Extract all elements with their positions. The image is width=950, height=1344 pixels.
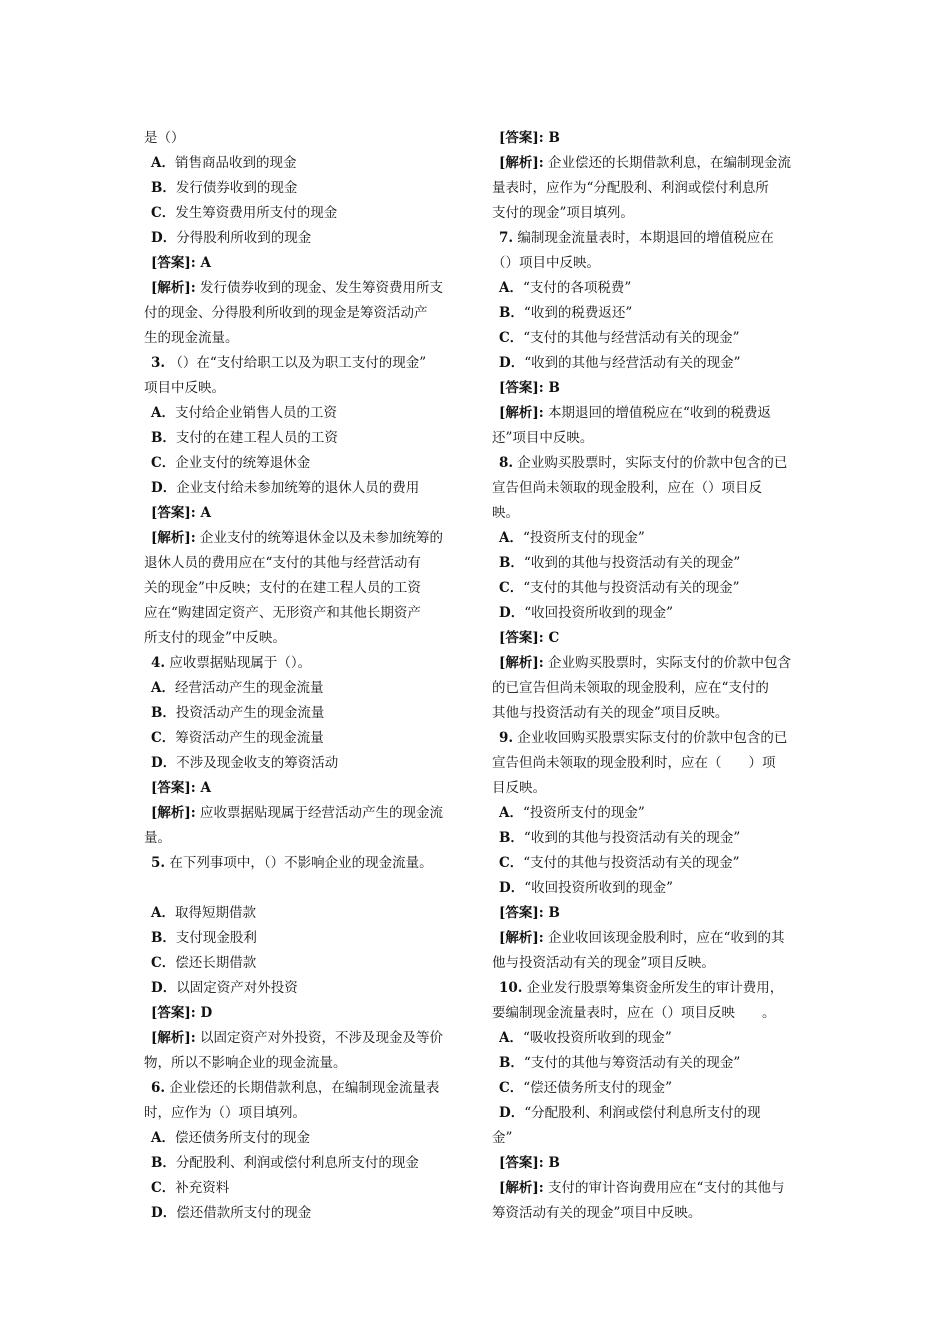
- left-column-line: C．发生筹资费用所支付的现金: [151, 205, 338, 221]
- left-column-line: [144, 876, 462, 901]
- left-column-line: 是（）: [144, 130, 185, 146]
- right-column-line: [解析]: 支付的审计咨询费用应在“支付的其他与: [499, 1180, 785, 1196]
- left-column-line: B．发行债券收到的现金: [151, 180, 298, 196]
- left-column-line: B．支付现金股利: [151, 930, 257, 946]
- right-column-line: [答案]: C: [499, 630, 560, 646]
- left-column-line: 6. 企业偿还的长期借款利息，在编制现金流量表: [151, 1080, 440, 1096]
- left-column-line: A．偿还债务所支付的现金: [151, 1130, 310, 1146]
- left-column-line: 付的现金、分得股利所收到的现金是筹资活动产: [144, 305, 428, 321]
- left-column-line: C．企业支付的统筹退休金: [151, 455, 311, 471]
- right-column-line: [解析]: 企业购买股票时，实际支付的价款中包含: [499, 655, 792, 671]
- left-column-line: 关的现金”中反映；支付的在建工程人员的工资: [144, 580, 421, 596]
- left-column-line: D．分得股利所收到的现金: [151, 230, 312, 246]
- left-column-line: D．不涉及现金收支的筹资活动: [151, 755, 339, 771]
- right-column: [492, 126, 810, 1226]
- left-column-line: [解析]: 应收票据贴现属于经营活动产生的现金流: [151, 805, 444, 821]
- right-column-line: A．“投资所支付的现金”: [499, 530, 645, 546]
- right-column-line: 目反映。: [492, 780, 546, 796]
- right-column-line: D．“收回投资所收到的现金”: [499, 605, 674, 621]
- left-column-line: [答案]: A: [151, 255, 211, 271]
- right-column-line: [答案]: B: [499, 380, 560, 396]
- left-column-line: B．分配股利、利润或偿付利息所支付的现金: [151, 1155, 419, 1171]
- right-column-line: 要编制现金流量表时，应在（）项目反映 。: [492, 1005, 776, 1021]
- right-column-line: C．“偿还债务所支付的现金”: [499, 1080, 673, 1096]
- left-column-line: B．支付的在建工程人员的工资: [151, 430, 338, 446]
- right-column-line: 9. 企业收回购买股票实际支付的价款中包含的已: [499, 730, 788, 746]
- right-column-line: 支付的现金”项目填列。: [492, 205, 634, 221]
- left-column-line: 4. 应收票据贴现属于（）。: [151, 655, 312, 671]
- right-column-line: A．“投资所支付的现金”: [499, 805, 645, 821]
- left-column-line: [解析]: 发行债券收到的现金、发生筹资费用所支: [151, 280, 444, 296]
- left-column-line: [答案]: A: [151, 780, 211, 796]
- right-column-line: （）项目中反映。: [492, 255, 600, 271]
- left-column-line: 3. （）在“支付给职工以及为职工支付的现金”: [151, 355, 427, 371]
- left-column-line: [答案]: D: [151, 1005, 213, 1021]
- right-column-line: C．“支付的其他与经营活动有关的现金”: [499, 330, 740, 346]
- right-column-line: [解析]: 企业偿还的长期借款利息，在编制现金流: [499, 155, 792, 171]
- left-column-line: 项目中反映。: [144, 380, 225, 396]
- left-column-line: C．补充资料: [151, 1180, 230, 1196]
- left-column-line: C．偿还长期借款: [151, 955, 257, 971]
- left-column-line: A．销售商品收到的现金: [151, 155, 297, 171]
- left-column-line: 应在“购建固定资产、无形资产和其他长期资产: [144, 605, 421, 621]
- left-column-line: [答案]: A: [151, 505, 211, 521]
- right-column-line: B．“收到的其他与投资活动有关的现金”: [499, 830, 741, 846]
- right-column-line: 金”: [492, 1130, 513, 1146]
- left-column-line: A．支付给企业销售人员的工资: [151, 405, 337, 421]
- right-column-line: C．“支付的其他与投资活动有关的现金”: [499, 580, 740, 596]
- right-column-line: 的已宣告但尚未领取的现金股利，应在“支付的: [492, 680, 769, 696]
- left-column-line: 生的现金流量。: [144, 330, 239, 346]
- left-column-line: 退休人员的费用应在“支付的其他与经营活动有: [144, 555, 421, 571]
- right-column-line: 量表时，应作为“分配股利、利润或偿付利息所: [492, 180, 769, 196]
- right-column-line: B．“收到的其他与投资活动有关的现金”: [499, 555, 741, 571]
- right-column-line: 筹资活动有关的现金”项目中反映。: [492, 1205, 702, 1221]
- left-column-line: 量。: [144, 830, 171, 846]
- left-column-line: 所支付的现金”中反映。: [144, 630, 286, 646]
- right-column-line: D．“收回投资所收到的现金”: [499, 880, 674, 896]
- right-column-line: 宣告但尚未领取的现金股利时，应在（ ）项: [492, 755, 776, 771]
- right-column-line: [解析]: 本期退回的增值税应在“收到的税费返: [499, 405, 771, 421]
- right-column-line: 还”项目中反映。: [492, 430, 594, 446]
- right-column-line: 其他与投资活动有关的现金”项目反映。: [492, 705, 729, 721]
- left-column-line: 时，应作为（）项目填列。: [144, 1105, 306, 1121]
- right-column-line: C．“支付的其他与投资活动有关的现金”: [499, 855, 740, 871]
- right-column-line: 他与投资活动有关的现金”项目反映。: [492, 955, 715, 971]
- right-column-line: [解析]: 企业收回该现金股利时，应在“收到的其: [499, 930, 785, 946]
- right-column-line: A．“支付的各项税费”: [499, 280, 632, 296]
- left-column-line: [解析]: 企业支付的统筹退休金以及未参加统筹的: [151, 530, 444, 546]
- right-column-line: 宣告但尚未领取的现金股利，应在（）项目反: [492, 480, 762, 496]
- right-column-line: 7. 编制现金流量表时，本期退回的增值税应在: [499, 230, 774, 246]
- left-column-line: A．取得短期借款: [151, 905, 256, 921]
- left-column-line: 5. 在下列事项中，（）不影响企业的现金流量。: [151, 855, 433, 871]
- right-column-line: B．“支付的其他与筹资活动有关的现金”: [499, 1055, 741, 1071]
- left-column-line: D．以固定资产对外投资: [151, 980, 298, 996]
- left-column-line: D．企业支付给未参加统筹的退休人员的费用: [151, 480, 420, 496]
- left-column-line: A．经营活动产生的现金流量: [151, 680, 324, 696]
- right-column-line: D．“分配股利、利润或偿付利息所支付的现: [499, 1105, 761, 1121]
- right-column-line: 映。: [492, 505, 519, 521]
- left-column-line: 物，所以不影响企业的现金流量。: [144, 1055, 347, 1071]
- left-column-line: D．偿还借款所支付的现金: [151, 1205, 312, 1221]
- right-column-line: [答案]: B: [499, 1155, 560, 1171]
- left-column-line: [解析]: 以固定资产对外投资，不涉及现金及等价: [151, 1030, 444, 1046]
- right-column-line: [答案]: B: [499, 905, 560, 921]
- right-column-line: D．“收到的其他与经营活动有关的现金”: [499, 355, 741, 371]
- right-column-line: B．“收到的税费返还”: [499, 305, 633, 321]
- right-column-line: 10. 企业发行股票筹集资金所发生的审计费用，: [499, 980, 784, 996]
- right-column-line: [答案]: B: [499, 130, 560, 146]
- left-column-line: C．筹资活动产生的现金流量: [151, 730, 324, 746]
- left-column-line: B．投资活动产生的现金流量: [151, 705, 325, 721]
- right-column-line: 8. 企业购买股票时，实际支付的价款中包含的已: [499, 455, 788, 471]
- right-column-line: A．“吸收投资所收到的现金”: [499, 1030, 672, 1046]
- left-column: [144, 126, 462, 1226]
